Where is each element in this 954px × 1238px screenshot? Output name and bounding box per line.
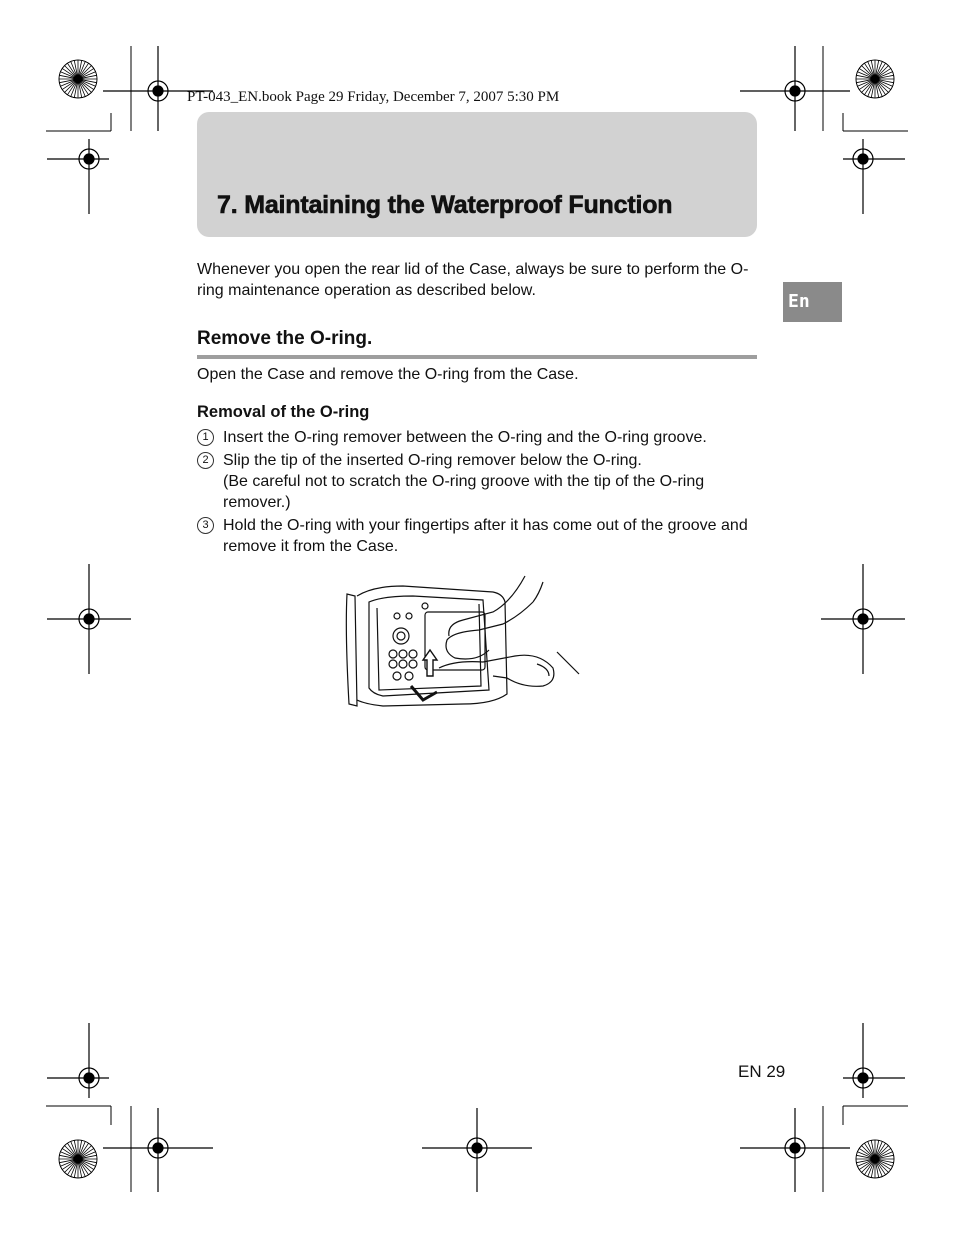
section-heading: Remove the O-ring. [197, 328, 373, 349]
step-2 [197, 450, 767, 513]
step-3 [197, 515, 767, 557]
step-number: 1 [197, 429, 214, 446]
step-1 [197, 427, 767, 448]
step-text: Insert the O-ring remover between the O-ring and the O-ring groove. [223, 429, 707, 446]
step-number: 2 [197, 452, 214, 469]
language-tab [783, 282, 842, 322]
print-header-line: PT-043_EN.book Page 29 Friday, December 7, 2007 5:30 PM [187, 89, 560, 105]
intro-paragraph: Whenever you open the rear lid of the Case, always be sure to perform the O-ring maintenance operation as described below. [197, 261, 749, 299]
subsection-heading: Removal of the O-ring [197, 403, 370, 421]
step-note: (Be careful not to scratch the O-ring groove with the tip of the O-ring remover.) [223, 473, 705, 511]
step-text: Hold the O-ring with your fingertips after it has come out of the groove and remove it from the Case. [223, 517, 748, 555]
step-text: Slip the tip of the inserted O-ring remover below the O-ring. [223, 452, 642, 469]
language-tab-label: En [788, 291, 810, 312]
o-ring-removal-illustration [343, 572, 583, 710]
page-number: EN 29 [738, 1062, 786, 1081]
section-rule [197, 355, 757, 359]
section-body: Open the Case and remove the O-ring from the Case. [197, 366, 579, 383]
page-title: 7. Maintaining the Waterproof Function [217, 191, 673, 219]
step-number: 3 [197, 517, 214, 534]
